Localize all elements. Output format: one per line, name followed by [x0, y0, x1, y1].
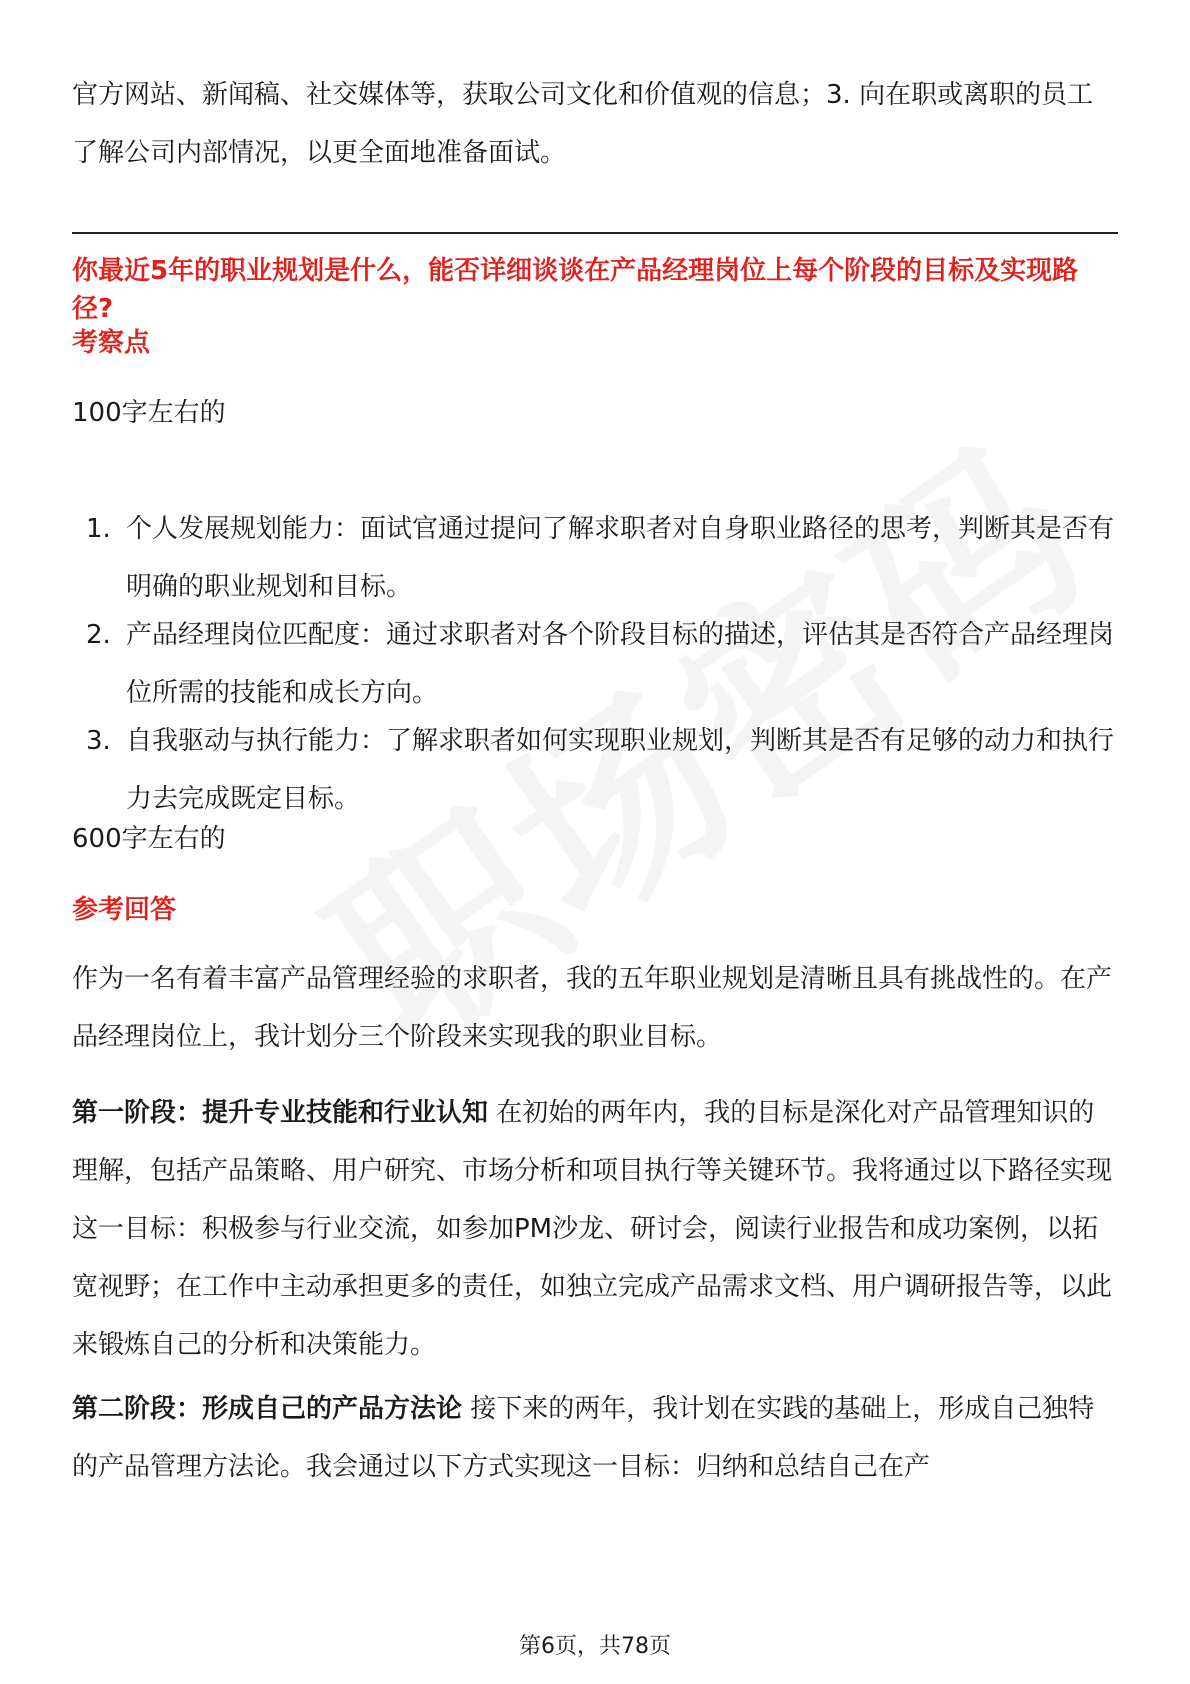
stage1-paragraph — [72, 1084, 1118, 1374]
stage2-paragraph — [72, 1380, 1118, 1496]
answer-heading: 参考回答 — [72, 895, 177, 925]
list-number: 2. — [86, 620, 111, 650]
list-text: 自我驱动与执行能力：了解求职者如何实现职业规划，判断其是否有足够的动力和执行力去完成既定目标。 — [126, 726, 1115, 814]
question-title: 你最近5年的职业规划是什么，能否详细谈谈在产品经理岗位上每个阶段的目标及实现路径? — [72, 256, 1079, 324]
page-number-footer: 第6页，共78页 — [519, 1634, 671, 1659]
stage1-title: 第一阶段：提升专业技能和行业认知 — [72, 1098, 489, 1128]
intro-paragraph: 官方网站、新闻稿、社交媒体等，获取公司文化和价值观的信息；3. 向在职或离职的员工了解公司内部情况，以更全面地准备面试。 — [72, 80, 1094, 168]
list-text: 产品经理岗位匹配度：通过求职者对各个阶段目标的描述，评估其是否符合产品经理岗位所需的技能和成长方向。 — [126, 620, 1115, 708]
assessment-heading: 考察点 — [72, 328, 151, 358]
list-number: 3. — [86, 726, 111, 756]
assessment-note: 100字左右的 — [72, 398, 226, 428]
stage2-text: 接下来的两年，我计划在实践的基础上，形成自己独特的产品管理方法论。我会通过以下方式实现这一目标：归纳和总结自己在产 — [72, 1394, 1095, 1482]
stage1-text: 在初始的两年内，我的目标是深化对产品管理知识的理解，包括产品策略、用户研究、市场分析和项目执行等关键环节。我将通过以下路径实现这一目标：积极参与行业交流，如参加PM沙龙、研讨会，阅读行业报告和成功案例，以拓宽视野；在工作中主动承担更多的责任，如独立完成产品需求文档、用户调研报告等，以此来锻炼自己的分析和决策能力。 — [72, 1098, 1113, 1360]
answer-intro: 作为一名有着丰富产品管理经验的求职者，我的五年职业规划是清晰且具有挑战性的。在产品经理岗位上，我计划分三个阶段来实现我的职业目标。 — [72, 964, 1113, 1052]
list-item — [72, 606, 1118, 712]
list-text: 个人发展规划能力：面试官通过提问了解求职者对自身职业路径的思考，判断其是否有明确的职业规划和目标。 — [126, 514, 1115, 602]
list-item — [72, 500, 1118, 606]
list-item — [72, 712, 1118, 818]
stage2-title: 第二阶段：形成自己的产品方法论 — [72, 1394, 463, 1424]
answer-note: 600字左右的 — [72, 824, 226, 854]
section-divider — [72, 232, 1118, 234]
assessment-list — [72, 500, 1118, 818]
list-number: 1. — [86, 514, 111, 544]
